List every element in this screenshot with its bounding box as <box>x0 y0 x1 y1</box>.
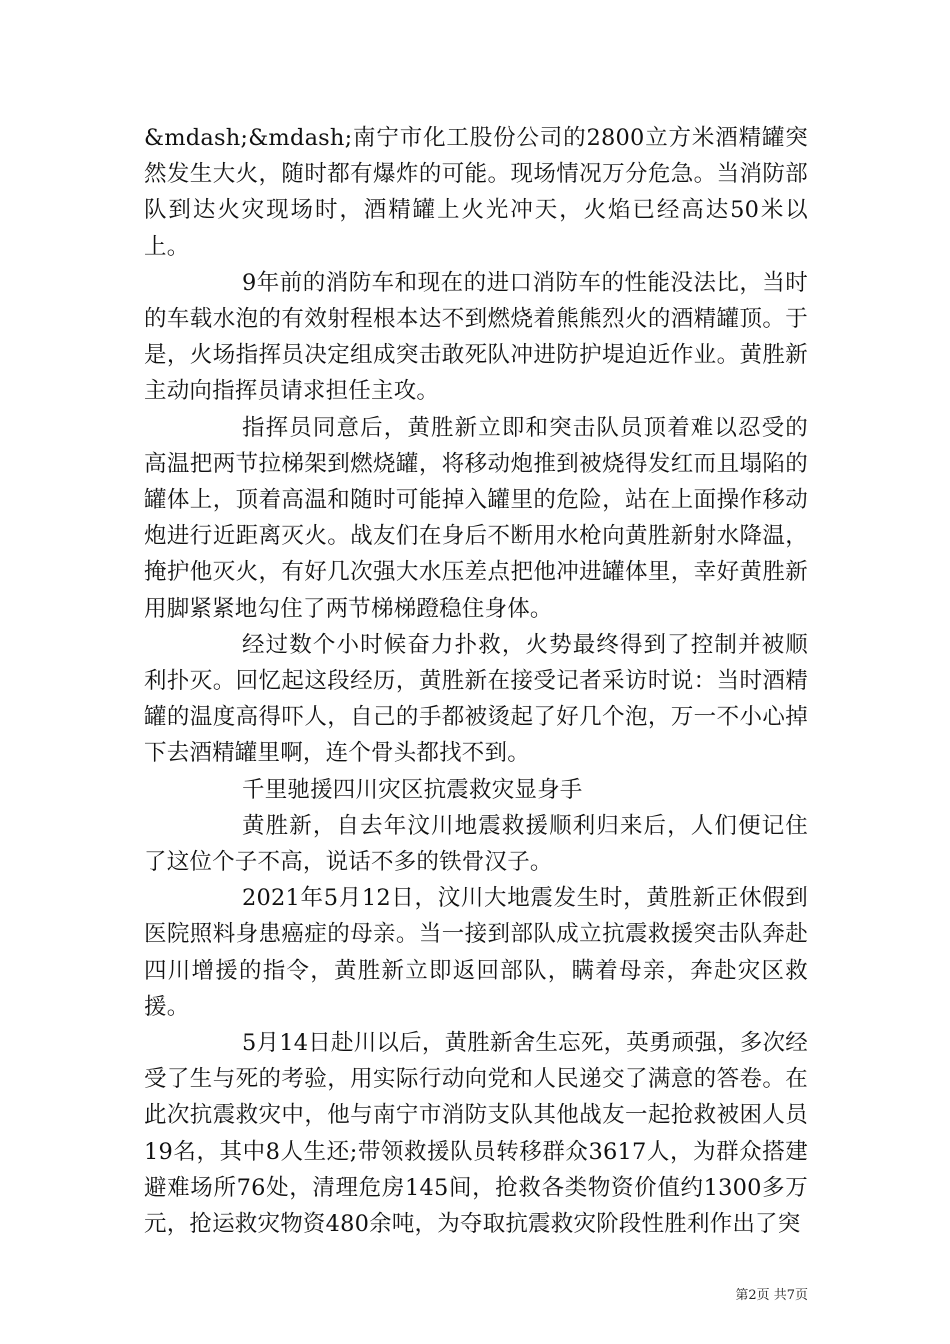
paragraph: 5月14日赴川以后，黄胜新舍生忘死，英勇顽强，多次经受了生与死的考验，用实际行动向党和人民递交了满意的答卷。在此次抗震救灾中，他与南宁市消防支队其他战友一起抢救被困人员19名，其中8人生还;带领救援队员转移群众3617人，为群众搭建避难场所76处，清理危房145间，抢救各类物资价值约1300多万元，抢运救灾物资480余吨，为夺取抗震救灾阶段性胜利作出了突 <box>144 1030 808 1238</box>
paragraph: 指挥员同意后，黄胜新立即和突击队员顶着难以忍受的高温把两节拉梯架到燃烧罐，将移动炮推到被烧得发红而且塌陷的罐体上，顶着高温和随时可能掉入罐里的危险，站在上面操作移动炮进行近距离灭火。战友们在身后不断用水枪向黄胜新射水降温，掩护他灭火，有好几次强大水压差点把他冲进罐体里，幸好黄胜新用脚紧紧地勾住了两节梯梯蹬稳住身体。 <box>144 414 808 622</box>
paragraph: &mdash;&mdash;南宁市化工股份公司的2800立方米酒精罐突然发生大火，随时都有爆炸的可能。现场情况万分危急。当消防部队到达火灾现场时，酒精罐上火光冲天，火焰已经高达50米以上。 <box>144 125 808 260</box>
body-text <box>144 120 808 1242</box>
paragraph: 黄胜新，自去年汶川地震救援顺利归来后，人们便记住了这位个子不高，说话不多的铁骨汉子。 <box>144 812 808 876</box>
paragraph: 2021年5月12日，汶川大地震发生时，黄胜新正休假到医院照料身患癌症的母亲。当一接到部队成立抗震救援突击队奔赴四川增援的指令，黄胜新立即返回部队，瞒着母亲，奔赴灾区救援。 <box>144 885 808 1020</box>
paragraph: 经过数个小时候奋力扑救，火势最终得到了控制并被顺利扑灭。回忆起这段经历，黄胜新在接受记者采访时说：当时酒精罐的温度高得吓人，自己的手都被烫起了好几个泡，万一不小心掉下去酒精罐里啊，连个骨头都找不到。 <box>144 631 808 767</box>
paragraph: 9年前的消防车和现在的进口消防车的性能没法比，当时的车载水泡的有效射程根本达不到燃烧着熊熊烈火的酒精罐顶。于是，火场指挥员决定组成突击敢死队冲进防护堤迫近作业。黄胜新主动向指挥员请求担任主攻。 <box>144 269 808 405</box>
section-heading: 千里驰援四川灾区抗震救灾显身手 <box>242 776 583 803</box>
page-number-footer: 第2页 共7页 <box>735 1288 808 1303</box>
